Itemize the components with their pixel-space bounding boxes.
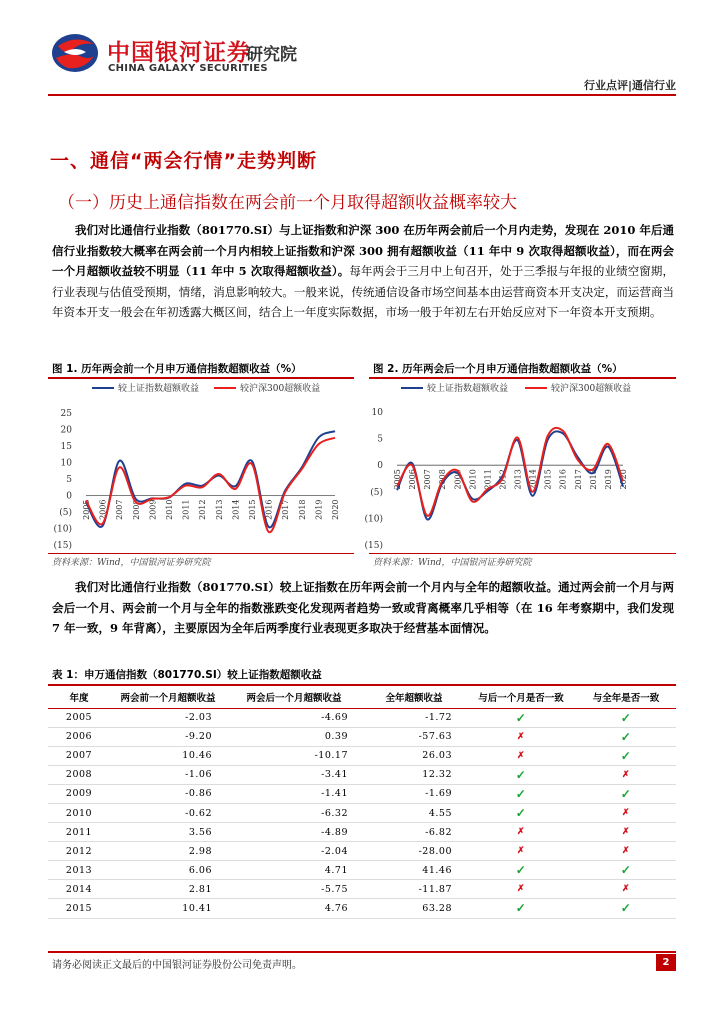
y-tick-label: 10 [371, 408, 383, 418]
table-cell: 2006 [48, 727, 110, 746]
consistency-mark: ✓ [576, 727, 676, 746]
paragraph-1-normal: 每年两会于三月中上旬召开，处于三季报与年报的业绩空窗期，行业表现与估值受预期，情绪，消息影响较大。一般来说，传统通信设备市场空间基本由运营商资本开支决定，而运营商当年资本开支一般会在年初透露大概区间，结合上一年度实际数据，市场一般于年初左右开始反应对下一年资本开支预期。 [52, 264, 675, 320]
consistency-mark: ✓ [466, 861, 576, 880]
consistency-mark: ✓ [466, 765, 576, 784]
table-cell: 2007 [48, 746, 110, 765]
x-tick-label: 2019 [314, 499, 324, 520]
table-cell: 10.46 [110, 746, 226, 765]
x-tick-label: 2014 [231, 499, 241, 520]
table-cell: -2.04 [226, 842, 362, 861]
section-heading: 一、通信“两会行情”走势判断 [50, 150, 317, 172]
x-tick-label: 2019 [603, 469, 613, 490]
y-tick-label: (15) [364, 541, 383, 551]
y-tick-label: (5) [370, 487, 383, 498]
legend-label: 较沪深300超额收益 [240, 384, 321, 394]
table-cell: -1.41 [226, 784, 362, 803]
figure-2-source: 资料来源：Wind，中国银河证券研究院 [373, 558, 532, 568]
consistency-mark: ✓ [576, 708, 676, 727]
y-tick-label: (15) [53, 541, 72, 551]
table-row [48, 765, 676, 784]
y-tick-label: 0 [66, 491, 72, 502]
table-cell: 2.81 [110, 880, 226, 899]
brand-name-en: CHINA GALAXY SECURITIES [108, 63, 268, 74]
brand-name-cn: 中国银河证券 [107, 40, 251, 66]
x-tick-label: 2008 [131, 499, 141, 520]
table-cell: -3.41 [226, 765, 362, 784]
y-tick-label: 25 [60, 409, 72, 419]
table-cell: 12.32 [362, 765, 466, 784]
table-cell: 10.41 [110, 899, 226, 918]
table-row [48, 746, 676, 765]
x-tick-label: 2012 [198, 499, 208, 520]
x-tick-label: 2018 [588, 469, 598, 490]
x-tick-label: 2013 [214, 499, 224, 520]
consistency-mark: ✗ [576, 842, 676, 861]
header-divider [48, 94, 676, 96]
table-cell: 2009 [48, 784, 110, 803]
table-cell: 2015 [48, 899, 110, 918]
table-cell: 2011 [48, 823, 110, 842]
y-tick-label: 15 [60, 442, 72, 452]
table-cell: -1.69 [362, 784, 466, 803]
legend-label: 较上证指数超额收益 [118, 384, 200, 394]
legend-label: 较沪深300超额收益 [551, 384, 632, 394]
y-tick-label: 0 [377, 461, 383, 472]
x-tick-label: 2013 [513, 469, 523, 490]
table-cell: 2012 [48, 842, 110, 861]
consistency-mark: ✓ [576, 861, 676, 880]
consistency-mark: ✓ [466, 899, 576, 918]
x-tick-label: 2017 [573, 469, 583, 490]
table-row [48, 861, 676, 880]
table-cell: -9.20 [110, 727, 226, 746]
table-row [48, 803, 676, 822]
x-tick-label: 2012 [498, 469, 508, 490]
x-tick-label: 2016 [558, 469, 568, 490]
consistency-mark: ✓ [576, 784, 676, 803]
x-tick-label: 2011 [181, 499, 191, 520]
galaxy-logo-icon [50, 32, 100, 74]
page-number: 2 [656, 954, 676, 971]
y-tick-label: 20 [60, 425, 72, 436]
table-row [48, 880, 676, 899]
table-cell: -2.03 [110, 708, 226, 727]
legend-label: 较上证指数超额收益 [427, 384, 509, 394]
consistency-mark: ✓ [466, 708, 576, 727]
table-row [48, 842, 676, 861]
table-cell: -6.32 [226, 803, 362, 822]
table-cell: 3.56 [110, 823, 226, 842]
consistency-mark: ✓ [466, 784, 576, 803]
consistency-mark: ✓ [576, 746, 676, 765]
report-type: 行业点评|通信行业 [583, 79, 676, 92]
table-header-cell: 两会后一个月超额收益 [226, 686, 362, 708]
table-title: 表 1：申万通信指数（801770.SI）较上证指数超额收益 [52, 669, 322, 681]
page-header [0, 0, 724, 95]
footer-divider [48, 951, 676, 953]
consistency-mark: ✗ [576, 880, 676, 899]
y-tick-label: (10) [53, 524, 72, 535]
consistency-mark: ✗ [466, 727, 576, 746]
y-tick-label: (5) [59, 508, 72, 518]
table-cell: 4.71 [226, 861, 362, 880]
table-cell: 2013 [48, 861, 110, 880]
x-tick-label: 2020 [331, 499, 340, 520]
table-cell: 41.46 [362, 861, 466, 880]
y-tick-label: (10) [364, 514, 383, 525]
table-row [48, 899, 676, 918]
table-cell: -4.69 [226, 708, 362, 727]
x-tick-label: 2010 [165, 499, 174, 520]
table-cell: 0.39 [226, 727, 362, 746]
table-cell: 2010 [48, 803, 110, 822]
y-tick-label: 5 [66, 475, 72, 485]
subsection-heading: （一）历史上通信指数在两会前一个月取得超额收益概率较大 [58, 193, 517, 213]
consistency-mark: ✓ [576, 899, 676, 918]
x-tick-label: 2017 [281, 499, 291, 520]
table-row [48, 727, 676, 746]
consistency-mark: ✗ [576, 765, 676, 784]
figure-1-source-divider [48, 553, 354, 554]
x-tick-label: 2018 [297, 499, 307, 520]
table-row [48, 708, 676, 727]
table-header-cell: 与全年是否一致 [576, 686, 676, 708]
table-row [48, 784, 676, 803]
figure-2-source-divider [369, 553, 676, 554]
consistency-mark: ✗ [466, 880, 576, 899]
table-header-row [48, 686, 676, 708]
table-header-cell: 全年超额收益 [362, 686, 466, 708]
table-cell: -28.00 [362, 842, 466, 861]
figure-1-title: 图 1. 历年两会前一个月申万通信指数超额收益（%） [52, 363, 302, 375]
table-cell: -0.86 [110, 784, 226, 803]
table-cell: 2.98 [110, 842, 226, 861]
x-tick-label: 2007 [115, 499, 125, 520]
x-tick-label: 2006 [98, 499, 108, 520]
paragraph-1 [52, 220, 674, 323]
table-cell: 2008 [48, 765, 110, 784]
x-tick-label: 2011 [483, 469, 493, 490]
table-cell: -6.82 [362, 823, 466, 842]
table-cell: 2014 [48, 880, 110, 899]
table-cell: -1.06 [110, 765, 226, 784]
table-cell: -57.63 [362, 727, 466, 746]
table-header-cell: 两会前一个月超额收益 [110, 686, 226, 708]
figure-1-chart [48, 379, 354, 551]
table-cell: 4.55 [362, 803, 466, 822]
x-tick-label: 2015 [248, 499, 257, 520]
table-cell: -0.62 [110, 803, 226, 822]
x-tick-label: 2008 [438, 469, 448, 490]
consistency-mark: ✗ [576, 823, 676, 842]
consistency-mark: ✗ [466, 842, 576, 861]
x-tick-label: 2014 [528, 469, 538, 490]
x-tick-label: 2009 [453, 469, 463, 490]
figure-2-chart [364, 379, 676, 551]
paragraph-1-bold: 我们对比通信行业指数（801770.SI）与上证指数和沪深 300 在历年两会前后一个月内走势，发现在 2010 年后通信行业指数较大概率在两会前一个月内相较上证指数和沪深 300 拥有超额收益（11 年中 9 次取得超额收益），而在两会一个月超额收益较不明显（11 年中 5 次取得超额收益）。 [52, 223, 674, 279]
figure-2-title: 图 2. 历年两会后一个月申万通信指数超额收益（%） [373, 363, 623, 375]
table-cell: 63.28 [362, 899, 466, 918]
x-tick-label: 2007 [423, 469, 433, 490]
table-cell: -11.87 [362, 880, 466, 899]
table-cell: 4.76 [226, 899, 362, 918]
x-tick-label: 2006 [408, 469, 418, 490]
x-tick-label: 2005 [82, 499, 91, 520]
table-cell: 26.03 [362, 746, 466, 765]
figure-1-source: 资料来源：Wind，中国银河证券研究院 [52, 558, 211, 568]
x-tick-label: 2016 [264, 499, 274, 520]
paragraph-2: 我们对比通信行业指数（801770.SI）较上证指数在历年两会前一个月内与全年的超额收益。通过两会前一个月与两会后一个月、两会前一个月与全年的指数涨跌变化发现两者趋势一致或背离概率几乎相等（在 16 年考察期中，我们发现 7 年一致，9 年背离），主要原因为全年后两季度行业表现更多取决于经营基本面情况。 [52, 580, 674, 636]
consistency-mark: ✗ [466, 823, 576, 842]
consistency-mark: ✗ [576, 803, 676, 822]
x-tick-label: 2020 [619, 469, 628, 490]
table-cell: -1.72 [362, 708, 466, 727]
table-row [48, 823, 676, 842]
table-header-cell: 与后一个月是否一致 [466, 686, 576, 708]
x-tick-label: 2009 [148, 499, 158, 520]
consistency-mark: ✗ [466, 746, 576, 765]
table-cell: -10.17 [226, 746, 362, 765]
x-tick-label: 2005 [393, 469, 402, 490]
table-cell: 2005 [48, 708, 110, 727]
brand-suffix: 研究院 [246, 45, 297, 65]
table-cell: -5.75 [226, 880, 362, 899]
consistency-mark: ✓ [466, 803, 576, 822]
excess-return-table [48, 686, 676, 919]
table-header-cell: 年度 [48, 686, 110, 708]
footer-disclaimer: 请务必阅读正文最后的中国银河证券股份公司免责声明。 [52, 960, 302, 971]
table-cell: 6.06 [110, 861, 226, 880]
y-tick-label: 10 [60, 458, 72, 469]
x-tick-label: 2010 [468, 469, 478, 490]
table-cell: -4.89 [226, 823, 362, 842]
x-tick-label: 2015 [543, 469, 553, 490]
y-tick-label: 5 [377, 434, 383, 445]
